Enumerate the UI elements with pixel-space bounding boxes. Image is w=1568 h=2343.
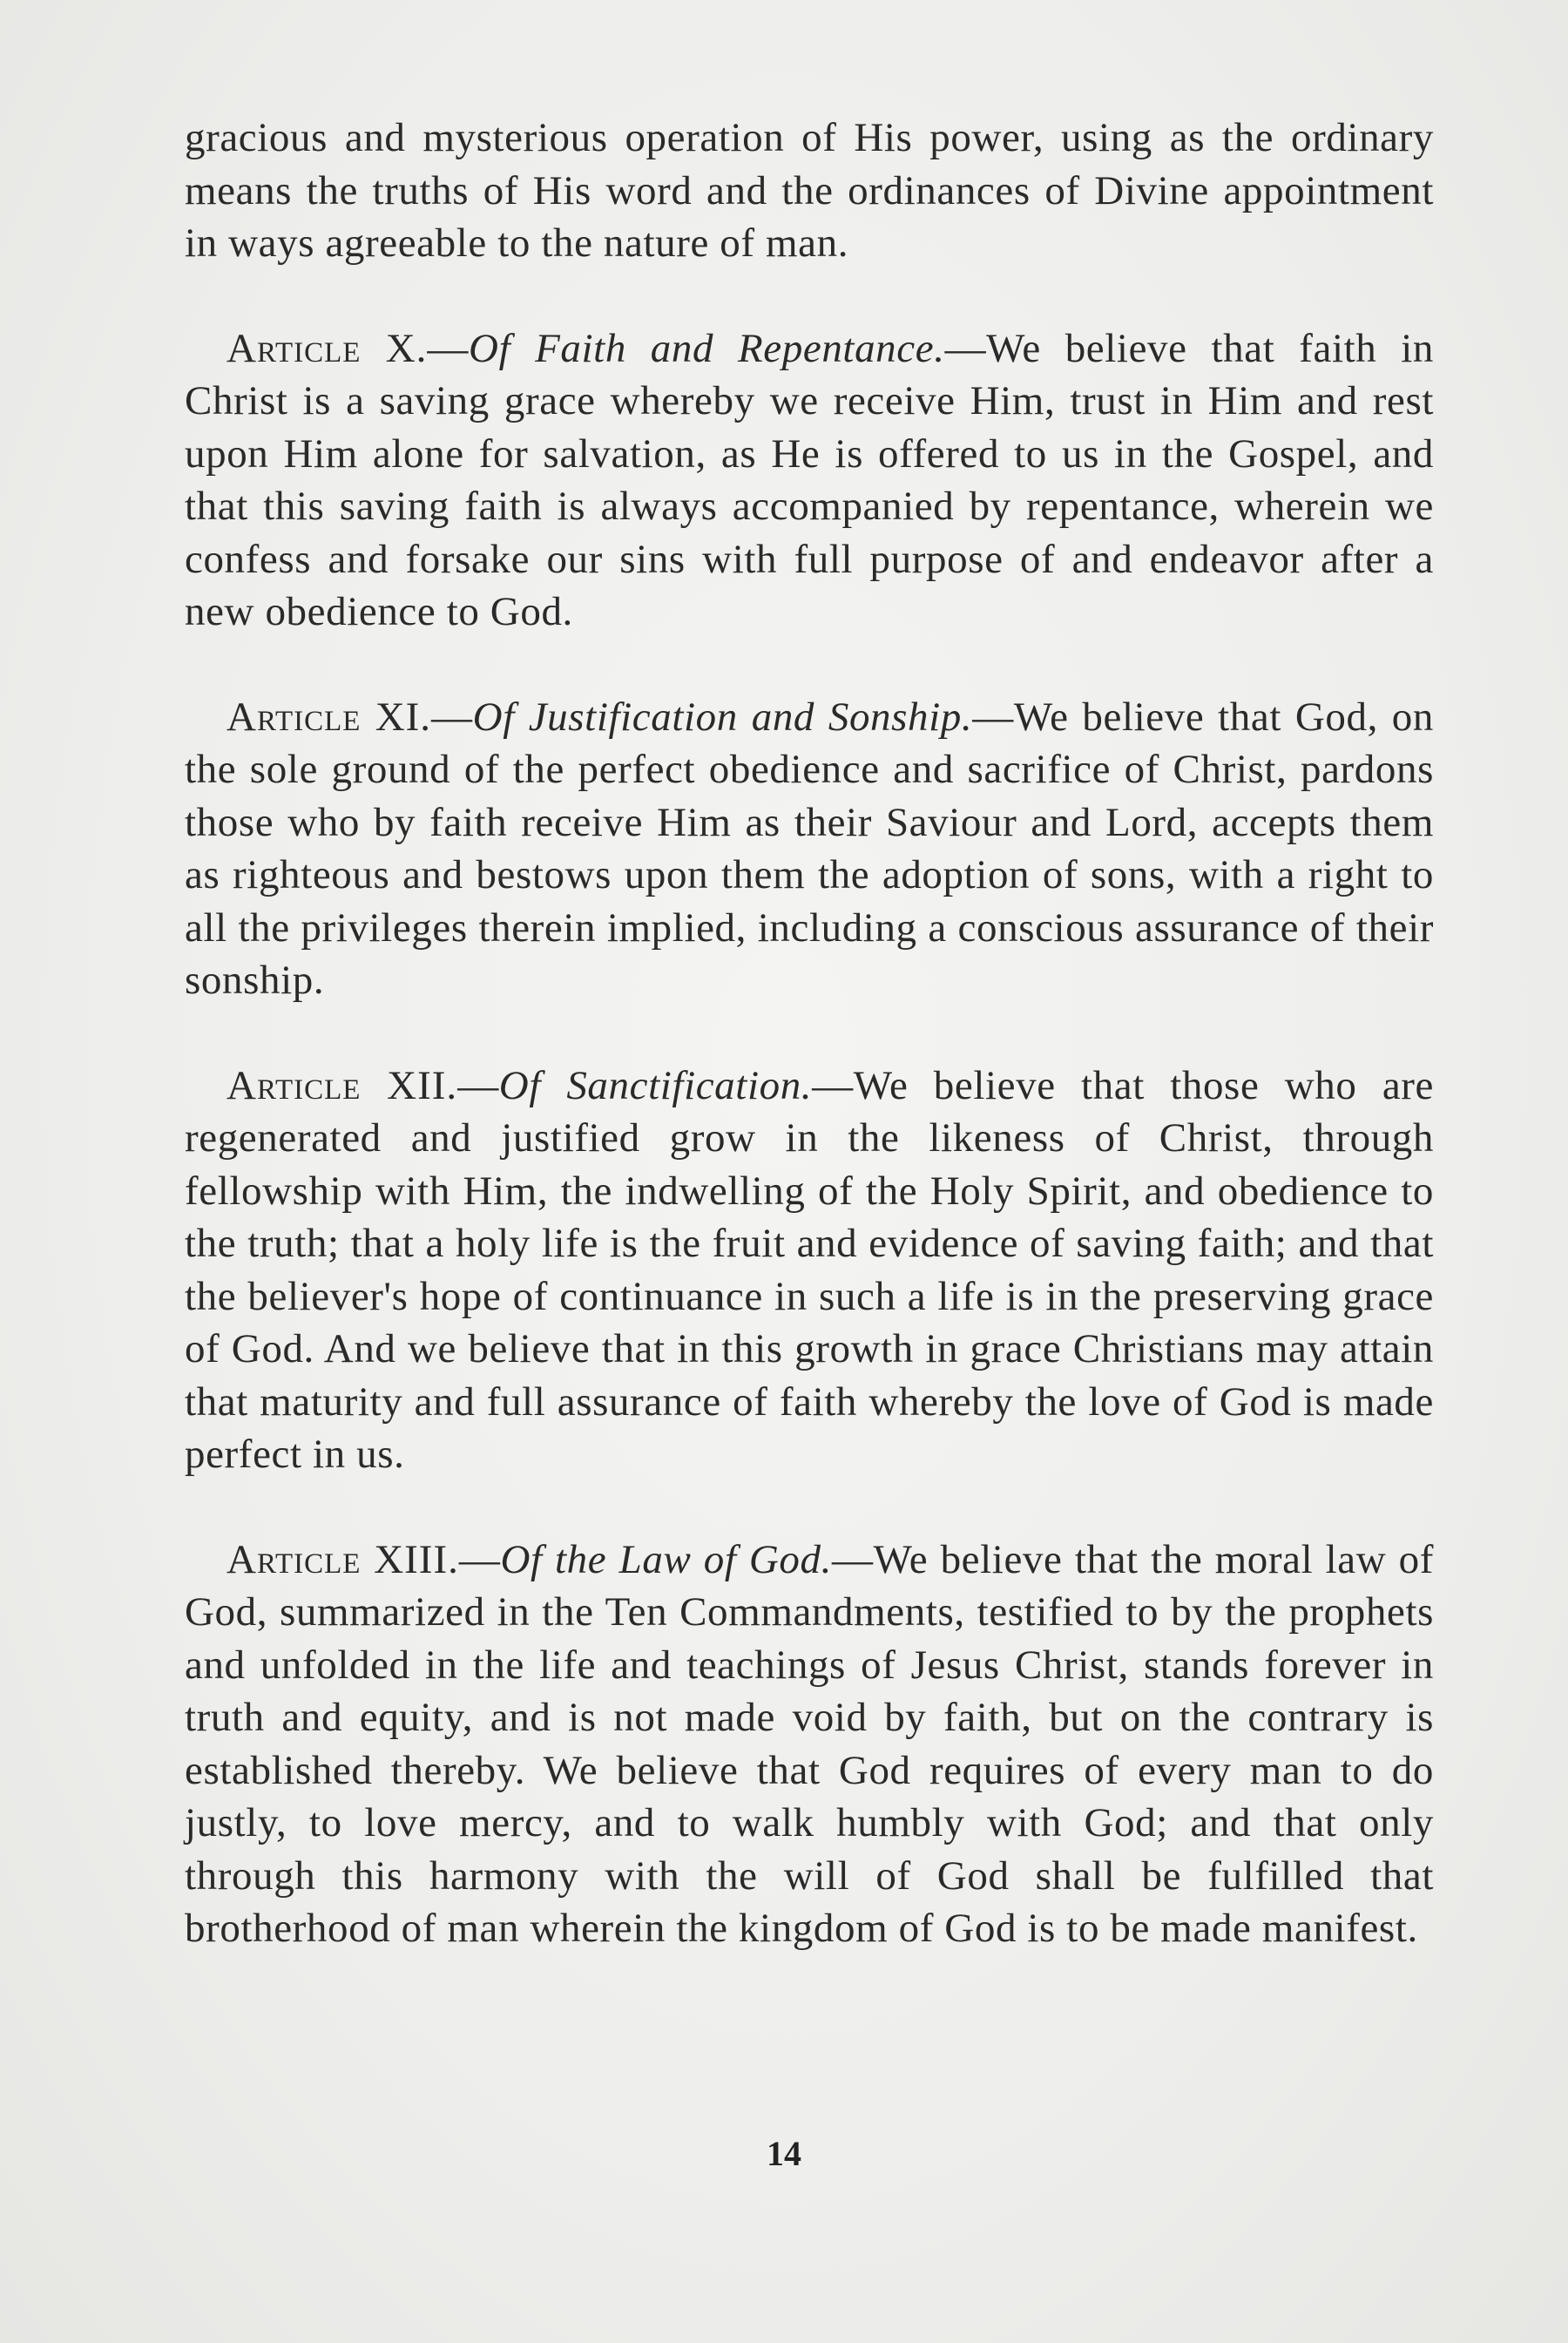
intro-paragraph bbox=[185, 112, 1434, 270]
article-title: Of Sanctification. bbox=[498, 1062, 813, 1108]
em-dash: — bbox=[458, 1536, 501, 1582]
em-dash: — bbox=[944, 325, 987, 371]
intro-text: gracious and mysterious operation of His power, using as the ordinary means the truths of His word and the ordinances of Divine appointment in ways agreeable to the nature of man. bbox=[185, 115, 1434, 266]
body-text bbox=[185, 112, 1434, 2008]
article-text: We believe that the moral law of God, summarized in the Ten Commandments, testified to by the prophets and unfolded in the life and teachings of Jesus Christ, stands forever in truth and equity, and is not made void by faith, but on the contrary is established thereby. We believe that God requires of every man to do justly, to love mercy, and to walk humbly with God; and that only through this harmony with the will of God shall be fulfilled that brotherhood of man wherein the kingdom of God is to be made manifest. bbox=[185, 1536, 1434, 1951]
em-dash: — bbox=[427, 325, 470, 371]
em-dash: — bbox=[812, 1062, 854, 1108]
article-label: Article XII. bbox=[226, 1062, 458, 1108]
em-dash: — bbox=[457, 1062, 499, 1108]
em-dash: — bbox=[431, 694, 473, 740]
article-text: We believe that those who are regenerated and justified grow in the likeness of Christ, through fellowship with Him, the indwelling of the Holy Spirit, and obedience to the truth; that a holy life is the fruit and evidence of saving faith; and that the believer's hope of continuance in such a life is in the preserving grace of God. And we believe that in this growth in grace Christians may attain that maturity and full assurance of faith whereby the love of God is made perfect in us. bbox=[185, 1062, 1434, 1477]
em-dash: — bbox=[831, 1536, 874, 1582]
article-label: Article XI. bbox=[226, 694, 432, 740]
em-dash: — bbox=[972, 694, 1014, 740]
article-label: Article X. bbox=[226, 325, 428, 371]
article-text: We believe that God, on the sole ground of the perfect obedience and sacrifice of Christ, pardons those who by faith receive Him as their Saviour and Lord, accepts them as righteous and bestows upon them the adoption of sons, with a right to all the privileges therein implied, including a conscious assurance of their sonship. bbox=[185, 694, 1434, 1003]
article-text: We believe that faith in Christ is a saving grace whereby we receive Him, trust in Him and rest upon Him alone for salvation, as He is offered to us in the Gospel, and that this saving faith is always accompanied by repentance, wherein we confess and forsake our sins with full purpose of and endeavor after a new obedience to God. bbox=[185, 325, 1435, 634]
article-paragraph bbox=[185, 1060, 1434, 1481]
page-number: 14 bbox=[767, 2134, 801, 2173]
article-title: Of Justification and Sonship. bbox=[472, 694, 973, 740]
article-label: Article XIII. bbox=[226, 1536, 459, 1582]
article-paragraph bbox=[185, 322, 1434, 639]
article-title: Of Faith and Repentance. bbox=[469, 325, 945, 371]
article-paragraph bbox=[185, 1534, 1434, 1955]
article-title: Of the Law of God. bbox=[500, 1536, 832, 1582]
article-paragraph bbox=[185, 691, 1434, 1007]
